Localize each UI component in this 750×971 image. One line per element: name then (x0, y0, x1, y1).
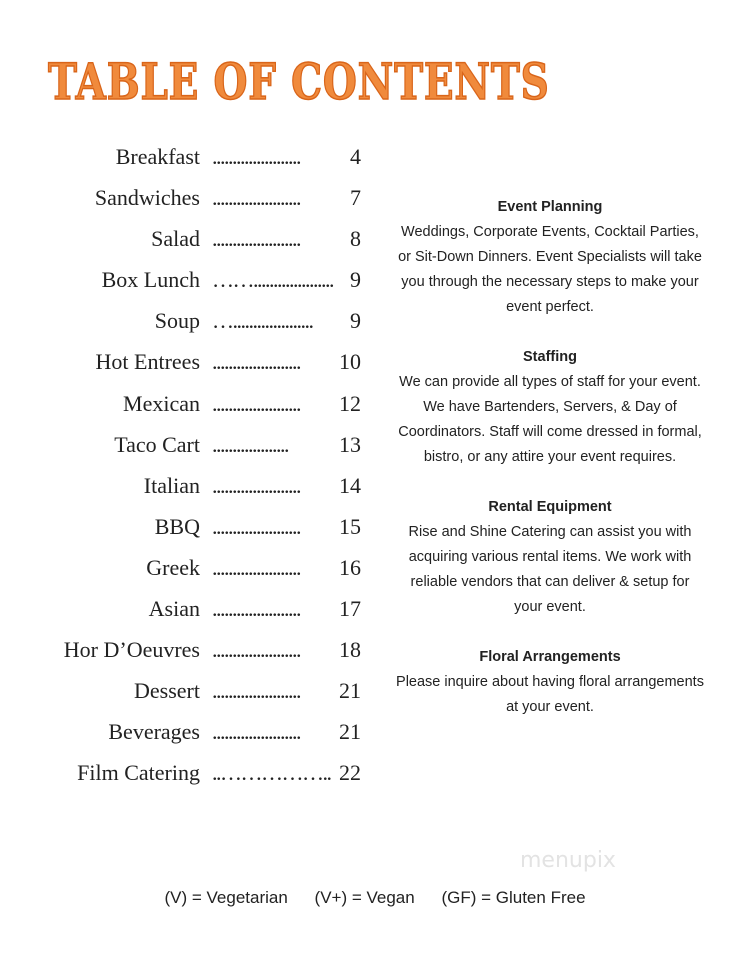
toc-page: 7 (350, 185, 361, 211)
toc-page: 17 (339, 596, 361, 622)
section-heading: Rental Equipment (488, 499, 612, 515)
toc-entry (0, 391, 370, 432)
toc-entry-name: Soup (154, 308, 200, 334)
legend-vegetarian: (V) = Vegetarian (164, 888, 288, 907)
toc-entry (0, 308, 370, 349)
toc-leader: ...................... (212, 472, 300, 498)
section-heading: Staffing (523, 349, 577, 365)
section-rental-equipment (395, 495, 705, 620)
toc-page: 8 (350, 226, 361, 252)
toc-entry (0, 185, 370, 226)
toc-entry-name: Breakfast (115, 144, 200, 169)
section-body: Weddings, Corporate Events, Cocktail Parties, or Sit-Down Dinners. Event Specialists will take you through the necessary steps to make your event perfect. (398, 224, 702, 315)
toc-leader: ...................... (212, 678, 300, 704)
toc-entry-name: Beverages (108, 719, 200, 745)
toc-entry-name: Film Catering (77, 760, 200, 786)
legend-gluten-free: (GF) = Gluten Free (441, 888, 586, 907)
section-event-planning (395, 195, 705, 320)
toc-leader: ...................... (212, 185, 300, 211)
section-heading: Event Planning (497, 199, 603, 215)
toc-leader: ...................... (212, 637, 300, 663)
toc-leader: ................... (212, 431, 288, 457)
toc-page: 18 (339, 637, 361, 663)
toc-leader: ...................... (212, 390, 300, 416)
toc-page: 14 (339, 472, 361, 498)
watermark: menupix (520, 848, 616, 873)
toc-leader: ….................... (212, 308, 313, 334)
toc-leader: ..…………….. (212, 760, 331, 786)
toc-leader: ...................... (212, 596, 300, 622)
toc-entry (0, 514, 370, 555)
toc-entry-name: Sandwiches (94, 185, 200, 211)
toc-leader: ...................... (212, 719, 300, 745)
toc-entry (0, 473, 370, 514)
toc-leader: ...................... (212, 226, 300, 252)
legend-vegan: (V+) = Vegan (314, 888, 415, 907)
toc-page: 9 (350, 267, 361, 293)
toc-page: 9 (350, 308, 361, 334)
toc-page: 10 (339, 349, 361, 375)
toc-entry (0, 760, 370, 801)
toc-entry (0, 637, 370, 678)
toc-page: 16 (339, 554, 361, 580)
toc-leader: ...................... (212, 144, 300, 169)
toc-entry-name: Mexican (123, 390, 200, 416)
section-heading: Floral Arrangements (479, 649, 621, 665)
toc-entry-name: Asian (148, 596, 200, 622)
section-body: Please inquire about having floral arrangements at your event. (396, 674, 704, 715)
toc-entry (0, 432, 370, 473)
toc-leader: …….................... (212, 267, 333, 293)
toc-entry-name: Greek (146, 554, 200, 580)
toc-entry-name: Dessert (134, 678, 200, 704)
toc-entry-name: BBQ (154, 513, 200, 539)
toc-entry (0, 719, 370, 760)
toc-entry (0, 555, 370, 596)
toc-page: 4 (350, 144, 361, 169)
toc-entry-name: Hor D’Oeuvres (63, 637, 200, 663)
section-staffing (395, 345, 705, 470)
diet-legend (0, 888, 750, 908)
section-floral-arrangements (395, 645, 705, 720)
toc-page: 21 (339, 719, 361, 745)
toc-page: 13 (339, 431, 361, 457)
toc-leader: ...................... (212, 554, 300, 580)
toc-entry (0, 349, 370, 390)
toc-page: 12 (339, 390, 361, 416)
toc-entry (0, 144, 370, 185)
toc-entry-name: Italian (143, 472, 200, 498)
toc-entry (0, 267, 370, 308)
toc-entry-name: Taco Cart (114, 431, 200, 457)
toc-leader: ...................... (212, 513, 300, 539)
toc-entry-name: Hot Entrees (95, 349, 200, 375)
toc-entry-name: Salad (151, 226, 200, 252)
section-body: Rise and Shine Catering can assist you with acquiring various rental items. We work with reliable vendors that can deliver & setup for your event. (408, 524, 692, 615)
toc-page: 22 (339, 760, 361, 786)
page-title: TABLE OF CONTENTS (48, 52, 550, 111)
toc-entry (0, 226, 370, 267)
toc-entry (0, 678, 370, 719)
toc-entry-name: Box Lunch (101, 267, 200, 293)
toc-entry (0, 596, 370, 637)
services-info (395, 195, 705, 745)
toc-page: 21 (339, 678, 361, 704)
section-body: We can provide all types of staff for your event. We have Bartenders, Servers, & Day of Coordinators. Staff will come dressed in formal, bistro, or any attire your event requires. (398, 374, 702, 465)
toc-list (0, 144, 370, 802)
toc-page: 15 (339, 513, 361, 539)
toc-leader: ...................... (212, 349, 300, 375)
